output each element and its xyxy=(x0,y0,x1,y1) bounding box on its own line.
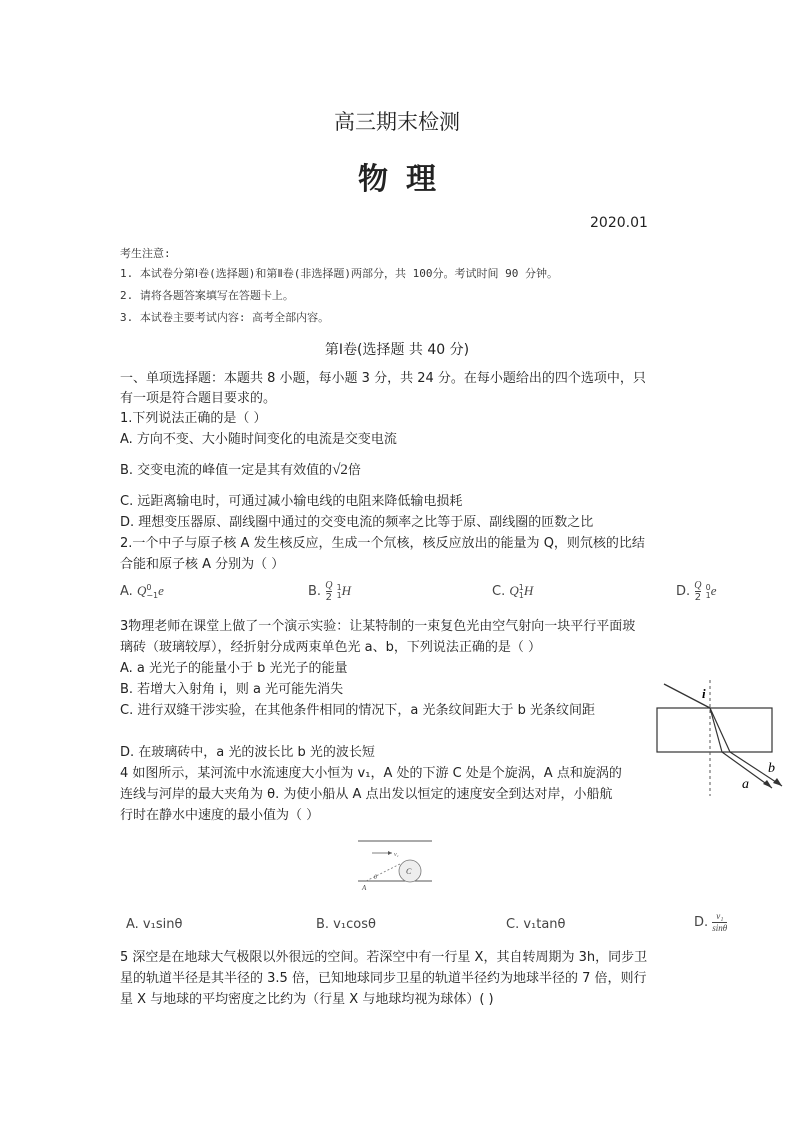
notice-item: 1. 本试卷分第Ⅰ卷(选择题)和第Ⅱ卷(非选择题)两部分，共 100分。考试时间 90 分钟。 xyxy=(120,267,558,280)
notice-item: 3. 本试卷主要考试内容: 高考全部内容。 xyxy=(120,311,330,324)
label-theta: θ xyxy=(374,875,377,881)
subject-title: 物理 xyxy=(358,162,454,197)
notice-heading: 考生注意: xyxy=(120,247,171,260)
formula-q: Q xyxy=(136,583,147,598)
option-label: D. xyxy=(676,584,691,599)
label-a: a xyxy=(742,777,749,792)
option-c: C. v₁tanθ xyxy=(506,917,566,932)
denominator: 2 xyxy=(694,592,702,603)
option-label: D. xyxy=(694,915,709,930)
arrowhead-icon xyxy=(763,780,772,788)
option-c: C. 远距离输电时，可通过减小输电线的电阻来降低输电损耗 xyxy=(120,494,463,509)
charge-number: 1 xyxy=(518,590,524,600)
question-stem: 4 如图所示，某河流中水流速度大小恒为 v₁，A 处的下游 C 处是个旋涡，A 点和旋涡的 xyxy=(120,766,622,781)
label-i: i xyxy=(702,686,706,701)
option-a: A. a 光光子的能量小于 b 光光子的能量 xyxy=(120,661,348,676)
mass-number: 1 xyxy=(336,582,342,592)
option-c xyxy=(492,583,533,600)
fraction xyxy=(712,911,727,934)
notice-item: 2. 请将各题答案填写在答题卡上。 xyxy=(120,289,294,302)
glass-block xyxy=(657,708,772,752)
arrowhead-icon xyxy=(388,851,392,855)
mass-number: 0 xyxy=(146,582,152,592)
charge-number: 1 xyxy=(705,590,711,600)
arrowhead-icon xyxy=(773,778,782,786)
label-c: C xyxy=(406,867,412,876)
option-label: A. xyxy=(120,584,133,599)
section-intro-line: 一、单项选择题：本题共 8 小题，每小题 3 分，共 24 分。在每小题给出的四个选项中，只 xyxy=(120,371,646,386)
option-d xyxy=(694,911,727,934)
nuclide-indices xyxy=(146,584,158,600)
option-a: A. v₁sinθ xyxy=(126,917,183,932)
charge-number: 1 xyxy=(336,590,342,600)
option-b xyxy=(308,580,351,603)
mass-number: 0 xyxy=(705,582,711,592)
option-text: 倍 xyxy=(347,463,361,478)
exam-date: 2020.01 xyxy=(590,215,648,231)
question-stem: 3物理老师在课堂上做了一个演示实验：让某特制的一束复色光由空气射向一块平行平面玻 xyxy=(120,619,636,634)
option-a xyxy=(120,583,164,600)
label-b: b xyxy=(768,761,775,776)
option-label: B. xyxy=(308,584,322,599)
option-label: C. xyxy=(492,584,506,599)
numerator: Q xyxy=(325,580,333,591)
label-a: A xyxy=(362,884,367,892)
question-stem: 璃砖（玻璃较厚），经折射分成两束单色光 a、b，下列说法正确的是（ ） xyxy=(120,640,541,655)
label-v1: v₁ xyxy=(394,852,399,858)
fraction xyxy=(694,580,701,603)
river-diagram xyxy=(352,835,437,895)
question-stem: 行时在静水中速度的最小值为（ ） xyxy=(120,808,320,823)
option-b: B. 若增大入射角 i，则 a 光可能先消失 xyxy=(120,682,344,697)
fraction xyxy=(325,580,332,603)
mass-number: 1 xyxy=(518,582,524,592)
tangent-line xyxy=(366,864,400,881)
section-title: 第Ⅰ卷(选择题 共 40 分) xyxy=(324,342,470,358)
option-c: C. 进行双缝干涉实验，在其他条件相同的情况下，a 光条纹间距大于 b 光条纹间距 xyxy=(120,703,595,718)
option-b xyxy=(120,461,361,480)
particle-symbol: H xyxy=(341,583,352,598)
question-stem: 1.下列说法正确的是（ ） xyxy=(120,411,267,426)
formula-q: Q xyxy=(509,583,519,598)
numerator: Q xyxy=(694,580,702,591)
option-d xyxy=(676,580,717,603)
particle-symbol: e xyxy=(710,583,717,598)
section-intro-line: 有一项是符合题目要求的。 xyxy=(120,391,277,406)
sqrt-two: √2 xyxy=(332,462,348,478)
option-b: B. v₁cosθ xyxy=(316,917,376,932)
question-stem: 合能和原子核 A 分别为（ ） xyxy=(120,557,285,572)
denominator: sinθ xyxy=(712,923,728,933)
option-d: D. 在玻璃砖中，a 光的波长比 b 光的波长短 xyxy=(120,745,375,760)
question-stem: 5 深空是在地球大气极限以外很远的空间。若深空中有一行星 X，其自转周期为 3h，同步卫 xyxy=(120,950,648,965)
particle-symbol: H xyxy=(523,583,534,598)
question-stem: 星的轨道半径是其半径的 3.5 倍，已知地球同步卫星的轨道半径约为地球半径的 7 倍，则行 xyxy=(120,971,647,986)
glass-refraction-diagram xyxy=(650,678,790,800)
question-stem: 2.一个中子与原子核 A 发生核反应，生成一个氘核，核反应放出的能量为 Q，则氘核的比结 xyxy=(120,536,645,551)
option-text: B. 交变电流的峰值一定是其有效值的 xyxy=(120,463,333,478)
exam-title: 高三期末检测 xyxy=(334,110,460,134)
denominator: 2 xyxy=(325,592,332,603)
option-a: A. 方向不变、大小随时间变化的电流是交变电流 xyxy=(120,432,397,447)
particle-symbol: e xyxy=(158,583,164,598)
question-stem: 连线与河岸的最大夹角为 θ. 为使小船从 A 点出发以恒定的速度安全到达对岸，小船航 xyxy=(120,787,613,802)
option-d: D. 理想变压器原、副线圈中通过的交变电流的频率之比等于原、副线圈的匝数之比 xyxy=(120,515,594,530)
numerator: v₁ xyxy=(716,911,724,921)
question-stem: 星 X 与地球的平均密度之比约为（行星 X 与地球均视为球体）( ) xyxy=(120,992,494,1007)
charge-number: −1 xyxy=(146,590,159,600)
